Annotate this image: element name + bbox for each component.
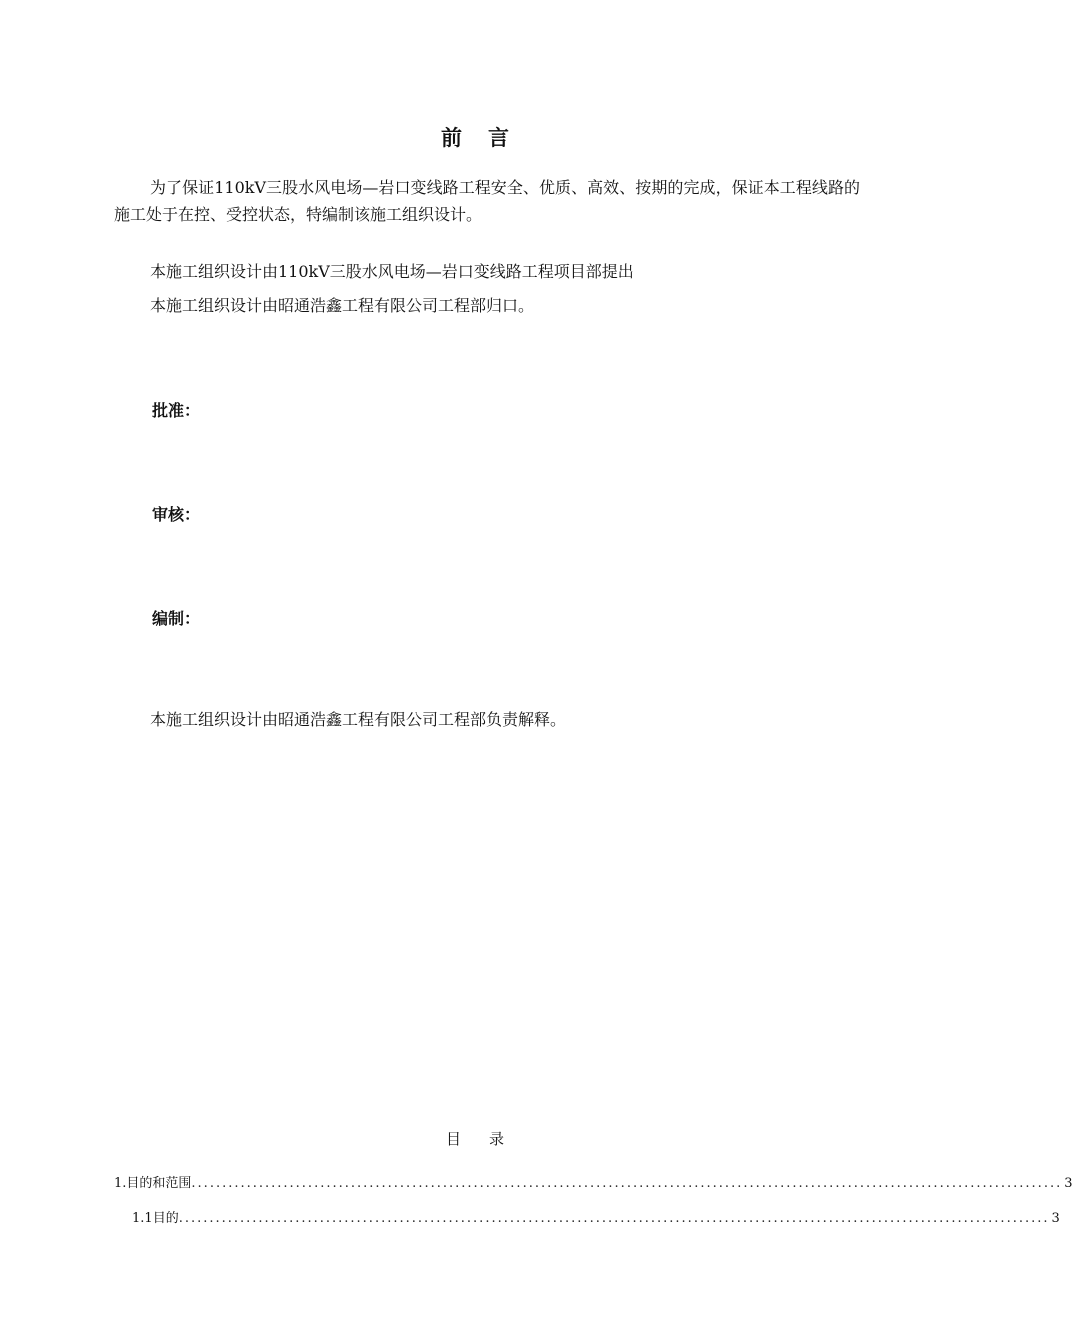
approve-label: 批准： (152, 401, 201, 420)
page-title-part1: 前 (441, 125, 462, 150)
interpretation-paragraph: 本施工组织设计由昭通浩鑫工程有限公司工程部负责解释。 (150, 710, 567, 729)
toc-leader-dots: .............................................................................................................................................. (178, 1211, 1050, 1226)
toc-entry-number: 1.1 (132, 1211, 153, 1226)
page-title (0, 122, 950, 152)
toc-entry-page: 3 (1051, 1211, 1060, 1226)
toc-title-part2: 录 (489, 1130, 505, 1148)
proposer-paragraph: 本施工组织设计由110kV三股水风电场—岩口变线路工程项目部提出 (150, 262, 634, 281)
toc-entry-text: 目的 (152, 1211, 179, 1226)
compile-label: 编制： (152, 609, 201, 628)
toc-entry-text: 目的和范围 (126, 1176, 192, 1191)
toc-title (0, 1128, 950, 1149)
review-label: 审核： (152, 505, 201, 524)
intro-paragraph: 为了保证110kV三股水风电场—岩口变线路工程安全、优质、高效、按期的完成，保证本工程线路的施工处于在控、受控状态，特编制该施工组织设计。 (114, 178, 860, 224)
toc-entry-number: 1. (114, 1176, 127, 1191)
toc-leader-dots: .............................................................................................................................................. (191, 1176, 1063, 1191)
toc-entry[interactable] (132, 1207, 1060, 1226)
page-title-part2: 言 (488, 125, 509, 150)
toc-title-part1: 目 (445, 1130, 461, 1148)
toc-entry[interactable] (114, 1172, 1073, 1191)
owner-paragraph: 本施工组织设计由昭通浩鑫工程有限公司工程部归口。 (150, 296, 535, 315)
toc-entry-page: 3 (1064, 1176, 1073, 1191)
